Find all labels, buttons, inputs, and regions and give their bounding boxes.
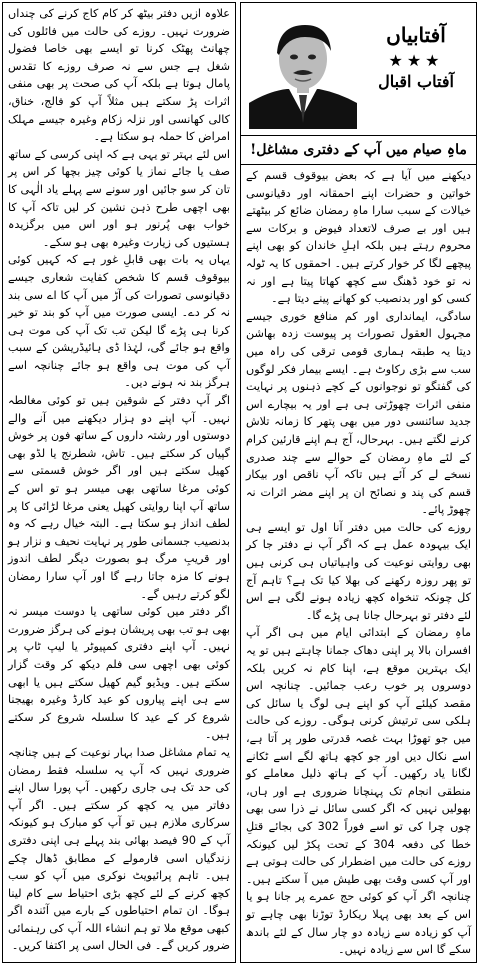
paragraph: ماہِ رمضان کے ابتدائی ایام میں ہی اگر آپ افسران بالا پر اپنی دھاک جمانا چاہتے ہیں تو یہ ایک بہترین موقع ہے، اپنا کام نہ کریں بلکہ دوسروں پر خوب رعب جمائیں۔ چنانچہ اس مقصد کیلئے آپ کو اپنے ہی لوگ یا سائل کی ہلکی سی ترتیش کرنی ہوگی۔ روزے کی حالت میں جو تھوڑا بہت غصہ قدرتی طور پر آتا ہے، اسے نکال دیں اور جو کچھ ہاتھ لگے اسے ٹکانے لگانا یاد رکھیں۔ آپ کے ہاتھ ذلیل معاملے کو منطقی انجام تک پہنچانا ضروری ہے اور ہاں، بھولیں نہیں کہ اگر کسی سائل نے ذرا سی بھی چوں چرا کی تو اسے فوراً 302 کی بجائے قتلِ خطا کی دفعہ 304 کے تحت پکڑ لیں کیونکہ روزے کی حالت میں اضطرار کی حالت ہوتی ہے اور آپ کسی وقت بھی طیش میں آ سکتے ہیں۔ چنانچہ اگر آپ کو کوئی حج عمرے پر جانا ہو یا اس کے بعد بھی پہلا ریکارڈ توڑنا بھی چاہے تو آپ کو زیادہ سے زیادہ دو چار سال کے لئے باندھ سکے گا اس سے زیادہ نہیں۔ (246, 626, 472, 957)
right-column (240, 2, 477, 963)
paragraph: سادگی، ایمانداری اور کم منافع خوری جیسے مجہول العقول تصورات پر پیوست زدہ بھاشن دیتا یہ طبقہ ہماری قومی ترقی کی راہ میں سب سے بڑی رکاوٹ ہے۔ ایسے بیمار فکر لوگوں کی گفتگو تو نوجوانوں کے کچے ذہنوں پر نہایت منفی اثرات چھوڑتی ہی ہے اور یہ بیچارے اس جدید سائنسی دور میں بھی پتھر کا زمانہ تلاش کرنے لگتے ہیں۔ بہرحال، آج ہم اپنے قارئین کرام کے لئے ماہِ رمضان کے حوالے سے چند صدری نسخے لے کر آئے ہیں تاکہ آپ ناقص اور بیکار قسم کی پند و نصائح ان پر اپنے مضر اثرات نہ چھوڑ پائے۔ (246, 309, 471, 517)
paragraph: روزے کی حالت میں دفتر آنا اول تو ایسے ہی ایک بیہودہ عمل ہے کہ اگر آپ نے دفتر جا کر بھی روایتی نوعیت کی واہیاتیاں ہی کرنی ہیں تو پھر روزہ رکھنے کی بھلا کیا تک ہے؟ تاہم آج کل چونکہ تنخواہ کچھ زیادہ ہونے لگی ہے اس لئے دفتر تو بہرحال جانا ہی پڑے گا۔ (246, 520, 471, 622)
paragraph: علاوہ ازیں دفتر بیٹھ کر کام کاج کرنے کی چنداں ضرورت نہیں۔ روزے کی حالت میں فائلوں کی چھانٹ پھٹک کرنا تو ایسے بھی خاصا فضول شغل ہے جس سے نہ صرف روزے کا تقدس پامال ہوتا ہے بلکہ آپ کی صحت پر بھی منفی اثرات پڑ سکتے ہیں مثلاً آپ کو فالج، خناق، کالی کھانسی اور نزلہ زکام وغیرہ جیسے مہلک امراض کا حملہ ہو سکتا ہے۔ (8, 7, 230, 144)
right-column-text (241, 165, 476, 959)
paragraph: دیکھنے میں آیا ہے کہ بعض بیوقوف قسم کے خواتین و حضرات اپنے احمقانہ اور دقیانوسی خیالات کے سبب سارا ماہِ رمضان ضائع کر بیٹھتے ہیں اور بے صرف لاتعداد فیوض و برکات سے محروم رہتے ہیں بلکہ اہلِ خاندان کو بھی اپنے پیچھے لگا کر خوار کرتے ہیں۔ احمقوں کا یہ ٹولہ نہ تو خود ڈھنگ سے کچھ کھاتا پیتا ہے اور نہ کسی کو اور بدنصیب کو کھانے پینے دیتا ہے۔ (246, 169, 471, 306)
paragraph: یہاں یہ بات بھی قابلِ غور ہے کہ کہیں کوئی بیوقوف قسم کا شخص کفایت شعاری جیسے دقیانوسی تصورات کی آڑ میں آپ کا اے سی بند نہ کر دے۔ ایسی صورت میں آپ کو بند تو خیر کرنا ہی پڑے گا لیکن تب تک آپ کی موت ہی واقع ہو جائے گی، لہٰذا ڈی ہائیڈریشن کے سبب آپ کی موت ہی واقع ہو جائے چنانچہ اسے ہرگز بند نہ ہونے دیں۔ (8, 253, 230, 390)
paragraph: یہ تمام مشاغل صدا بہار نوعیت کے ہیں چنانچہ ضروری نہیں کہ آپ یہ سلسلہ فقط رمضان کی حد تک ہی جاری رکھیں۔ آپ پورا سال اپنے دفاتر میں یہ کچھ کر سکتے ہیں۔ اگر آپ سرکاری ملازم ہیں تو آپ کو مبارک ہو کیونکہ آپ کے 90 فیصد بھائی بند پہلے ہی اپنی دفتری زندگیاں اسی فارمولے کے مطابق ڈھال چکے ہیں۔ تاہم پرائیویٹ نوکری میں آپ کو سب کچھ کرنے کے لئے کچھ بڑی احتیاط سے کام لینا ہوگا۔ ان تمام احتیاطوں کے بارے میں آئندہ اگر کبھی موقع ملا تو ہم انشاء اللہ آپ کی رہنمائی ضرور کریں گے۔ فی الحال اسی پر اکتفا کریں۔ (8, 745, 230, 953)
author-name: آفتاب اقبال (378, 72, 454, 91)
left-column (2, 2, 236, 963)
column-header (241, 3, 476, 136)
paragraph: اگر آپ دفتر کے شوقین ہیں تو کوئی مغالطہ نہیں۔ آپ اپنے دو ہزار دیکھنے میں آنے والے دوستوں اور رشتہ داروں کے ساتھ فون پر خوش گپیاں کر سکتے ہیں۔ تاش، شطرنج یا لڈو بھی کھیل سکتے ہیں اور اگر خوش قسمتی سے کوئی مرغا ساتھی بھی میسر ہو تو اس کے ساتھ آپ اپنا روایتی کھیل یعنی مرغا لڑائی کا پر لطف انداز ہو سکتا ہے۔ البتہ خیال رہے کہ وہ بدنصیب جسمانی طور پر نہایت نحیف و نزار ہو اور قریبِ مرگ ہو بصورت دیگر لطف اندوز ہونے کا مزہ جاتا رہے گا اور آپ سارا رمضان لگو کرتے رہیں گے۔ (8, 394, 230, 601)
column-title: آفتابیاں (386, 23, 446, 47)
author-portrait-icon (249, 11, 357, 129)
column-masthead (366, 23, 466, 91)
stars-ornament: ★★★ (388, 51, 444, 70)
author-photo (249, 11, 357, 129)
left-column-text (3, 3, 235, 955)
article-headline: ماہِ صیام میں آپ کے دفتری مشاغل! (241, 136, 476, 165)
paragraph: اگر دفتر میں کوئی ساتھی یا دوست میسر نہ بھی ہو تب بھی پریشان ہونے کی ہرگز ضرورت نہیں۔ آپ اپنے دفتری کمپیوٹر یا لیپ ٹاپ پر کوئی بھی اچھی سی فلم دیکھ کر وقت گزار سکتے ہیں۔ ویڈیو گیم کھیل سکتے ہیں یا ابھی سے ہی اپنے پیاروں کو عید کارڈ وغیرہ بھیجنا شروع کر کے عید کا سلسلہ شروع کر سکتے ہیں۔ (8, 605, 230, 742)
paragraph: اس لئے بہتر تو یہی ہے کہ اپنی کرسی کے ساتھ صف یا جائے نماز یا کوئی چیز بچھا کر اس پر تان کر سو جائیں اور سونے سے پہلے یاد الٰہی کا بھی اچھی طرح ذہن نشین کر لیں تاکہ آپ کا خواب بھی پُرنور ہو اور اس میں برگزیدہ ہستیوں کی زیارت وغیرہ بھی ہو سکے۔ (8, 147, 230, 249)
